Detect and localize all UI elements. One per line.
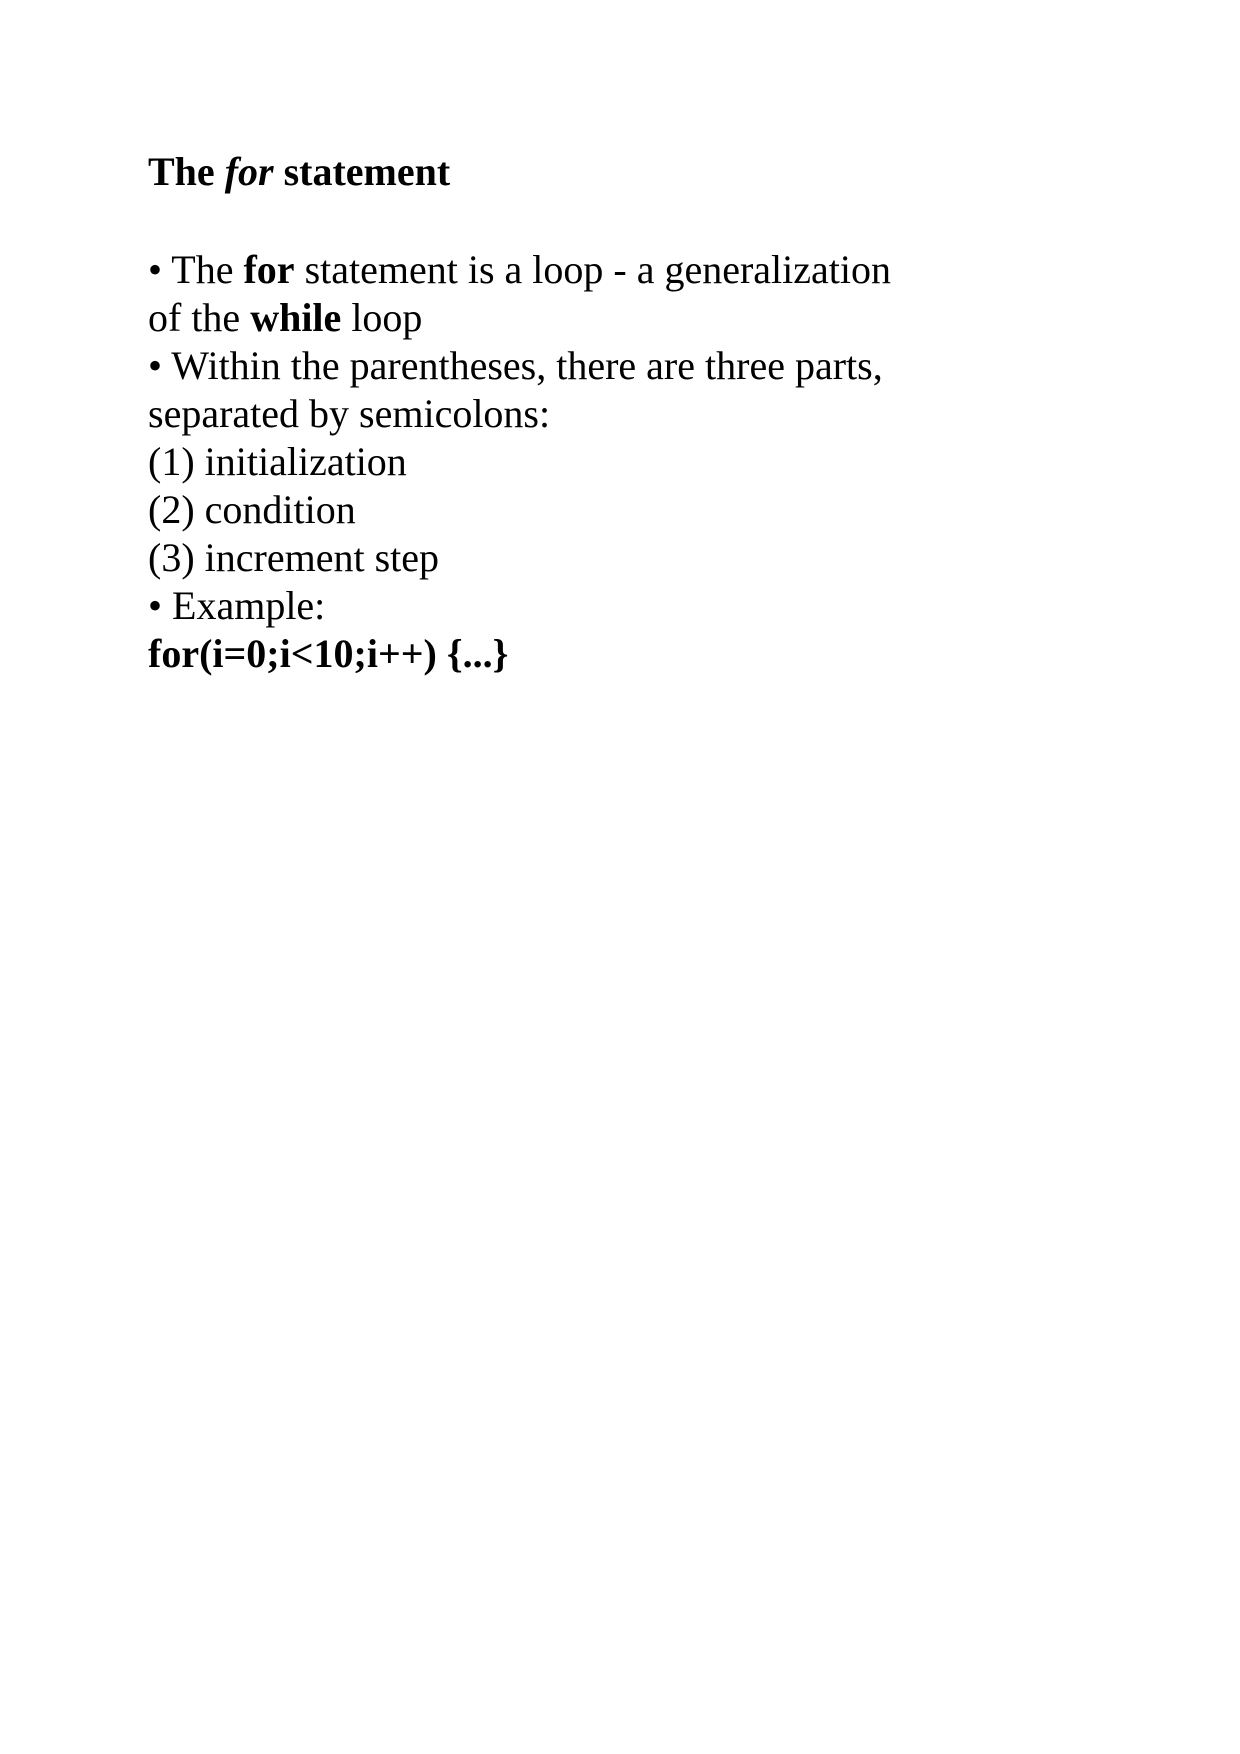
bullet-2-line-2: separated by semicolons:: [148, 391, 551, 436]
part-item: (3) increment step: [148, 535, 439, 580]
example-code: for(i=0;i<10;i++) {...}: [148, 631, 509, 676]
bullet-1-line-1: [148, 246, 1148, 294]
title-keyword: for: [224, 149, 274, 194]
bullet-1-text-d: loop: [351, 295, 423, 340]
bullet-1-text-a: The: [171, 247, 234, 292]
title-suffix: statement: [283, 149, 451, 194]
bullet-3-line: [148, 582, 1148, 630]
bullet-1-keyword-for: for: [243, 247, 295, 292]
bullet-marker: •: [148, 343, 163, 388]
part-item: (1) initialization: [148, 439, 407, 484]
bullet-2-text-a: Within the parentheses, there are three parts,: [171, 343, 883, 388]
bullet-1-text-b: statement is a loop - a generalization: [304, 247, 892, 292]
bullet-marker: •: [148, 247, 163, 292]
bullet-2-line-1: [148, 342, 1148, 390]
bullet-1-text-c: of the: [148, 295, 241, 340]
example-label: Example:: [172, 583, 326, 628]
slide-body: [148, 246, 1148, 678]
title-prefix: The: [148, 149, 215, 194]
bullet-1-keyword-while: while: [250, 295, 342, 340]
part-item: (2) condition: [148, 487, 356, 532]
bullet-1-line-2: [148, 294, 1148, 342]
bullet-marker: •: [148, 583, 163, 628]
slide-title: [148, 148, 450, 196]
